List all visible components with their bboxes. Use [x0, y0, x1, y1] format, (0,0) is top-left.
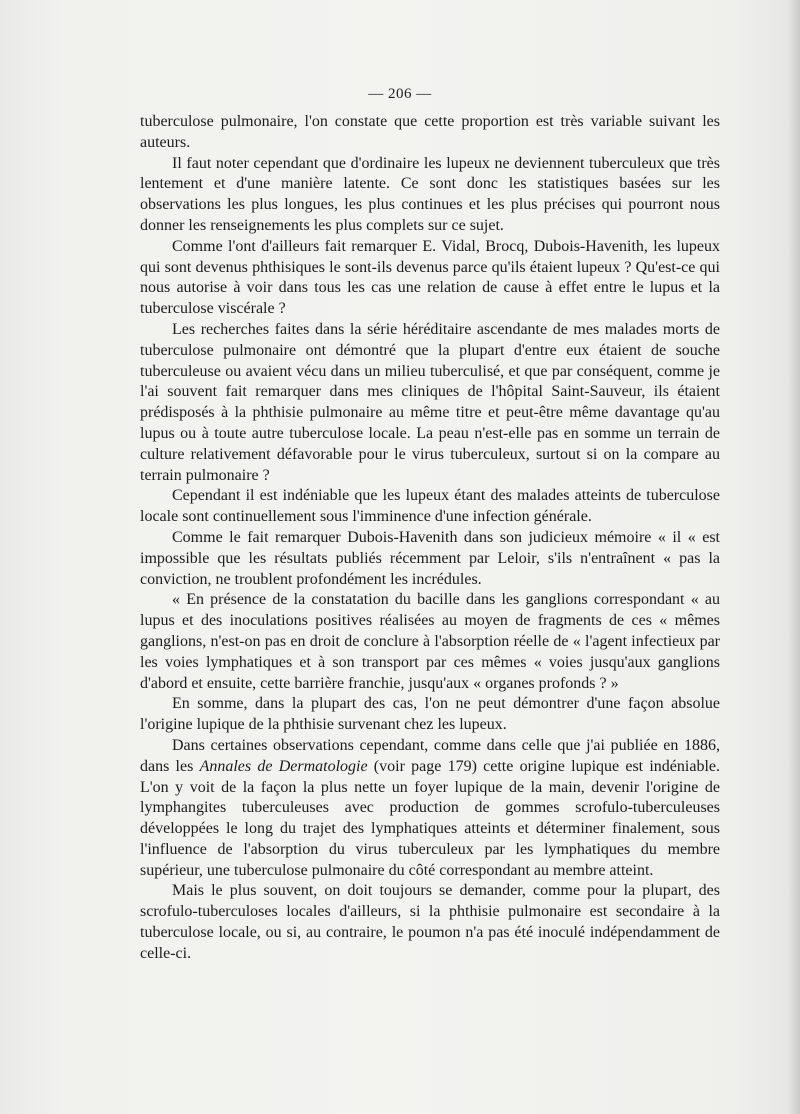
paragraph-1: tuberculose pulmonaire, l'on constate que cette proportion est très variable suivant les auteurs.: [140, 113, 720, 151]
paragraph-9-start: Dans certaines observations cependant, comme dans celle que j'ai publiée en 1886, dans les: [140, 736, 720, 775]
paragraph-6-quote: Comme le fait remarquer Dubois-Havenith dans son judicieux mémoire « il « est impossible que les résultats publiés récemment par Leloir, s'ils n'entraînent « pas la conviction, ne troublent profondément les incrédules.: [140, 528, 720, 588]
paragraph-2: Il faut noter cependant que d'ordinaire les lupeux ne deviennent tuberculeux que très lentement et d'une manière latente. Ce sont donc les statistiques basées sur les observations les plus longues, les plus continues et les plus précises qui pourront nous donner les renseignements les plus complets sur ce sujet.: [140, 154, 720, 234]
paragraph-3: Comme l'ont d'ailleurs fait remarquer E. Vidal, Brocq, Dubois-Havenith, les lupeux qui sont devenus phthisiques le sont-ils devenus parce qu'ils étaient lupeux ? Qu'est-ce qui nous autorise à voir dans tous les cas une relation de cause à effet entre le lupus et la tuberculose viscérale ?: [140, 237, 720, 318]
paragraph-8: En somme, dans la plupart des cas, l'on ne peut démontrer d'une façon absolue l'origine lupique de la phthisie survenant chez les lupeux.: [140, 695, 720, 734]
body-text: [140, 112, 720, 965]
page-edge-shadow: [788, 0, 800, 1114]
paragraph-4: Les recherches faites dans la série héréditaire ascendante de mes malades morts de tuberculose pulmonaire ont démontré que la plupart d'entre eux étaient de souche tuberculeuse ou avaient vécu dans un milieu tuberculisé, et que par conséquent, comme je l'ai souvent fait remarquer dans mes cliniques de l'hôpital Saint-Sauveur, ils étaient prédisposés à la phthisie pulmonaire au même titre et peut-être même davantage qu'au lupus ou à toute autre tuberculose locale. La peau n'est-elle pas en somme un terrain de culture relativement défavorable pour le virus tuberculeux, surtout si on la compare au terrain pulmonaire ?: [140, 320, 720, 484]
paragraph-9-end: (voir page 179) cette origine lupique est indéniable. L'on y voit de la façon la plus nette un foyer lupique de la main, devenir l'origine de lymphangites tuberculeuses avec production de gommes scrofulo-tuberculeuses développées le long du trajet des lymphatiques atteints et déterminer finalement, sous l'influence de l'absorption du virus tuberculeux par les lymphatiques du membre supérieur, une tuberculose pulmonaire du côté correspondant au membre atteint.: [140, 757, 720, 879]
paragraph-10: Mais le plus souvent, on doit toujours se demander, comme pour la plupart, des scrofulo-tuberculoses locales d'ailleurs, si la phthisie pulmonaire est secondaire à la tuberculose locale, ou si, au contraire, le poumon n'a pas été inoculé indépendamment de celle-ci.: [140, 882, 720, 962]
journal-title: Annales de Dermatologie: [199, 757, 368, 775]
paragraph-9: [140, 736, 720, 882]
paragraph-5: Cependant il est indéniable que les lupeux étant des malades atteints de tuberculose locale sont continuellement sous l'imminence d'une infection générale.: [140, 487, 720, 526]
page-number: — 206 —: [368, 86, 432, 102]
paragraph-7-quote: « En présence de la constatation du bacille dans les ganglions correspondant « au lupus et des inoculations positives réalisées au moyen de fragments de ces « mêmes ganglions, n'est-on pas en droit de conclure à l'absorption réelle de « l'agent infectieux par les voies lymphatiques et à son transport par ces mêmes « voies jusqu'aux ganglions d'abord et ensuite, cette barrière franchie, jusqu'aux « organes profonds ? »: [140, 591, 720, 692]
